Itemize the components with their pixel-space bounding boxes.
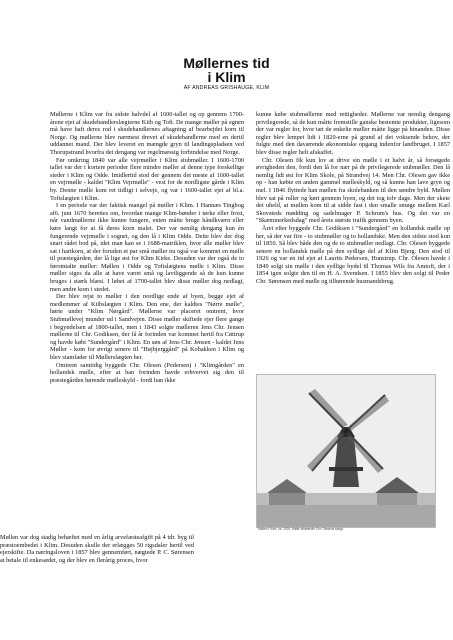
paragraph: Chr. Olesen fik kun lov at drive sin mølle i et halvt år, så forsøgede øvrigheden den, fordi den lå for nær på de privilegerede stubmøller. Den lå nemlig lidt øst for Klim Skole, på Strandvej 14. Men Chr. Olesen gav ikke op - han købte en anden gammel mølleskyld, og så kunne han lave gryn og mel. I 1846 flyttede han møllen fra skolebanken til den søndre byld. Møllen blev sat på ruller og kørt gennem byen, og det tog tolv dage. Men der skete det uheld, at møllen kom til at sidde fast i den smalle smøge mellem Karl Skovsteds mødding og sadelmager P. Schrum's hus. Og det var en "Skæmmerkedsdag" med årets største trafik gennem byen. [256,156,450,225]
paragraph: Møllerne i Klim var fra sidste halvdel af 1600-tallet og op gennem 1700-årene ejet af skudehandlerslægterne Kiib og Toft. De mange møller på egnen må have haft deres rod i skudehandlernes aftagning af bearbejdet korn til Norge. Og møllerne blev nærmest drevet af skudehandlerne med en dertil uddannet mand. Der blev leveret en mængde gryn til landingspladsen ved Thorupstrand hvorfra det dengang var regelmæssig forbindelse med Norge. [50,111,244,156]
left-text-column [50,111,244,384]
paragraph: Der blev rejst to møller i den nordlige ende af byen, begge ejet af medlemmer af Kiibslægten i Klim. Den ene, der kaldtes "Nørre mølle", hørte under "Klim Nørgård". Møllerne var placeret omtrent, hvor Stubmøllevej munder ud i Sandvejen. Disse møller skiftede ejer flere gange i begyndelsen af 1800-tallet, men i 1843 solgte mølleren Jens Chr. Jensen møllerne til Chr. Godiksen, der få år forinden var kommet hertil fra Cøttrup og havde købt "Sundergård" i Klim. En søn af Jens Chr. Jensen - kaldet Jens Møller - kom for øvrigt senere til "Højbjerggård" på Kobakken i Klim og blev stamfader til Møllerslægten her. [50,293,244,361]
right-text-column-continued [0,534,194,564]
paragraph: Før omkring 1840 var alle vejrmøller i Klim stubmøller. I 1600-1700 tallet var der i kortere perioder flere mindre møller af denne type forskellige steder i Klim og Odde. Imidlertid stod der gennem det meste af 1600-tallet en vejrmølle - kaldet "Klim Vejrmølle" - vest for de nordligste gårde i Klim by. Denne mølle kom ret tidligt i selveje, og var i 1600-tallet ejet af bl.a. Toftslægten i Klim. [50,156,244,202]
windmill-illustration [257,375,435,527]
paragraph: Året efter byggede Chr. Godiksen i "Sundergård" en hollandsk mølle op her, så der var fire - to stubmøller og to hollandske. Men den sidste stod kun til 1850. Så blev både den og de to stubmøller nedlagt. Chr. Olesen byggede senere en hollandsk mølle på den sydlige del af Klim Bjerg. Den stod til 1926 og var en tid ejet af Laurits Pedersen, Hunstrup. Chr. Olesen havde i 1849 solgt sin mølle i den sydlige bydel til Thomas Wils fra Amtoft, der i 1854 igen solgte den til en H. A. Svendsen. I 1855 blev den solgt til Peder Chr. Sørensen med mølle og tilhørende husmandsbrug. [256,224,450,286]
paragraph: Møllen var dog stadig behæftet med en årlig arvefæsteafgift på 4 tdr. byg til præstoembedet i Klim. Desuden skulle der erlægges 50 rigsdaler hertil ved ejerskifte. Da næringsloven i 1857 blev gennemført, nægtede P. C. Sørensen at betale til enkesædet, og der blev en flerårig proces, hvor [0,534,194,564]
article-title-line-2: i Klim [207,69,246,85]
paragraph: kunne købe stubmøllerne med rettigheder. Møllerne var nemlig dengang privilegerede, så de kun måtte fremstille ganske bestemte produkter, ligesom der var regler for, hvor tæt de enkelte møller måtte ligge på hinanden. Disse regler blev lempet lidt i 1820-erne på grund af det voksende behov, der fulgte med den daværende økonomiske opgang indenfor landbruget. I 1857 blev disse regler helt afskaffet. [256,111,450,156]
right-text-column [256,111,450,286]
article-byline: AF ANDREAS GRISHAUGE, KLIM [183,85,270,91]
paragraph: I en periode var der faktisk mangel på møller i Klim. I Hannæs Tingbog af6. juni 1670 berettes om, hvordan mange Klim-bønder i tørke eller frost, når vandmøllerne ikke kunne fungere, enten måtte bruge håndkværn eller køre langt for at få deres korn malet. Der var nemlig dengang kun én fungerende vejrmølle i sognet, og den lå i Klim Odde. Dette blev der dog snart rådet bod på, idet man kan se i 1688-matriklen, hvor alle møller blev sat i hartkorn, at der foruden et par små møller nu også var kommet en mølle til præstegården, der lå lige øst for Klim Kirke. Desuden var der også de to føromtalte møller: Møllen i Odde og Toftslægtens mølle i Klim. Disse møller siges da alle at have været små og lavtliggende så de kun kunne bruges i stærk blæst. I løbet af 1700-tallet blev disse møller dog nedlagt, men andre kom i stedet. [50,202,244,293]
paragraph: Omtrent samtidig byggede Chr. Olesen (Pedersen) i "Klimgården" en hollandsk mølle, efter at han forinden havde erhvervet sig den til præstegården hørende mølleskyld - fordi han ikke [50,361,244,384]
photo-caption: Møllen i Klim, ca. 1920. Mølle tilhørende Chr. Olesens slægt. [258,527,344,531]
windmill-photo [256,374,436,528]
article-title-line-1: Møllernes tid [183,55,270,71]
